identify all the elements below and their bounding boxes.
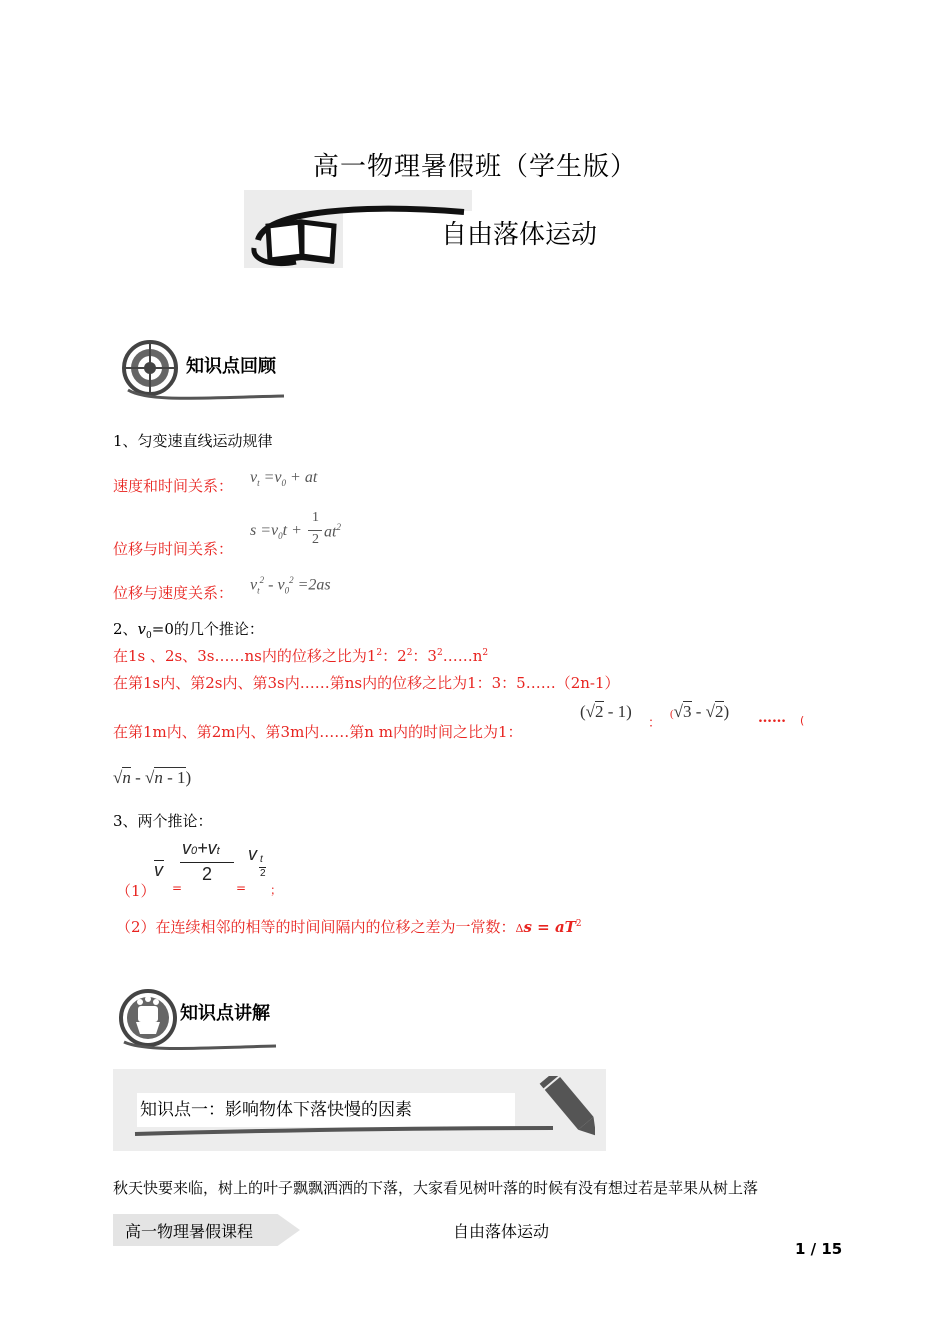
- item2-heading: 2、$v_0=0$的几个推论：: [113, 620, 264, 641]
- body-paragraph: 秋天快要来临，树上的叶子飘飘洒洒的下落，大家看见树叶落的时候有没有想过若是苹果从树上落: [113, 1179, 759, 1197]
- inference1-label: （1）: [116, 882, 156, 900]
- inference1-semicolon: ；: [270, 883, 283, 897]
- rule1-line: 在1s 、2s、3s……ns内的位移之比为$1^2$：$2^2$：$3^2\dots\dots n^2$: [113, 647, 489, 665]
- inference2-line: （2）在连续相邻的相等的时间间隔内的位移之差为一常数：$\Delta s = aT^2$: [116, 918, 582, 936]
- item3-heading: 3、两个推论：: [113, 812, 213, 830]
- rule1-text: 在1s 、2s、3s……ns内的位移之比为1: [113, 647, 377, 665]
- ratio-ellipsis: ……: [758, 710, 786, 726]
- inference1-formula: v v0+vt 2 v t 2: [154, 838, 266, 884]
- rule2-line: 在第1s内、第2s内、第3s内……第ns内的位移之比为1：3：5……（2n-1）: [113, 674, 620, 692]
- displacement-velocity-formula: $v_t^2 - v_0^2 =2as$: [250, 575, 331, 596]
- item1-heading: 1、匀变速直线运动规律: [113, 432, 273, 450]
- velocity-time-formula: $v_t =v_0$ + at: [250, 469, 318, 489]
- footer-course: 高一物理暑假课程: [125, 1222, 254, 1241]
- displacement-time-formula: $s =v_0t$ + 1 2 $at^2$: [250, 510, 341, 547]
- displacement-time-label: 位移与时间关系：: [113, 540, 234, 558]
- ratio-open-paren: (: [800, 714, 805, 727]
- ratio-separator-1: ：: [648, 716, 662, 731]
- item2-var: v: [137, 620, 147, 638]
- pencil-icon: [133, 1076, 595, 1142]
- rule3-line: 在第1m内、第2m内、第3m内……第n m内的时间之比为1：: [113, 723, 523, 741]
- document-title: 高一物理暑假班（学生版）: [312, 152, 637, 182]
- section-lecture-label: 知识点讲解: [180, 1003, 270, 1024]
- velocity-time-label: 速度和时间关系：: [113, 477, 234, 495]
- item2-heading-text: =0的几个推论：: [151, 620, 264, 638]
- inference1-equals-1: =: [172, 881, 183, 895]
- page-number: 1 / 15: [795, 1240, 843, 1258]
- footer-topic: 自由落体运动: [453, 1222, 550, 1241]
- item2-var-sub: 0: [146, 631, 152, 641]
- rule3-ratio-term2: (√3 - √2): [670, 702, 730, 721]
- displacement-velocity-label: 位移与速度关系：: [113, 584, 234, 602]
- rule3-ratio-term1: (√2 - 1): [580, 702, 632, 721]
- knowledge-point-title: 知识点一：影响物体下落快慢的因素: [140, 1100, 412, 1120]
- open-book-icon: [246, 200, 468, 268]
- inference1-equals-2: =: [236, 881, 247, 895]
- rule3-ratio-term-n: √n - √n - 1): [113, 768, 192, 787]
- inference2-text: （2）在连续相邻的相等的时间间隔内的位移之差为一常数：: [116, 918, 516, 936]
- section-review-label: 知识点回顾: [186, 356, 276, 377]
- inference2-formula: s = aT: [523, 918, 576, 936]
- chapter-title: 自由落体运动: [441, 220, 598, 250]
- delta-symbol: Δ: [515, 922, 524, 935]
